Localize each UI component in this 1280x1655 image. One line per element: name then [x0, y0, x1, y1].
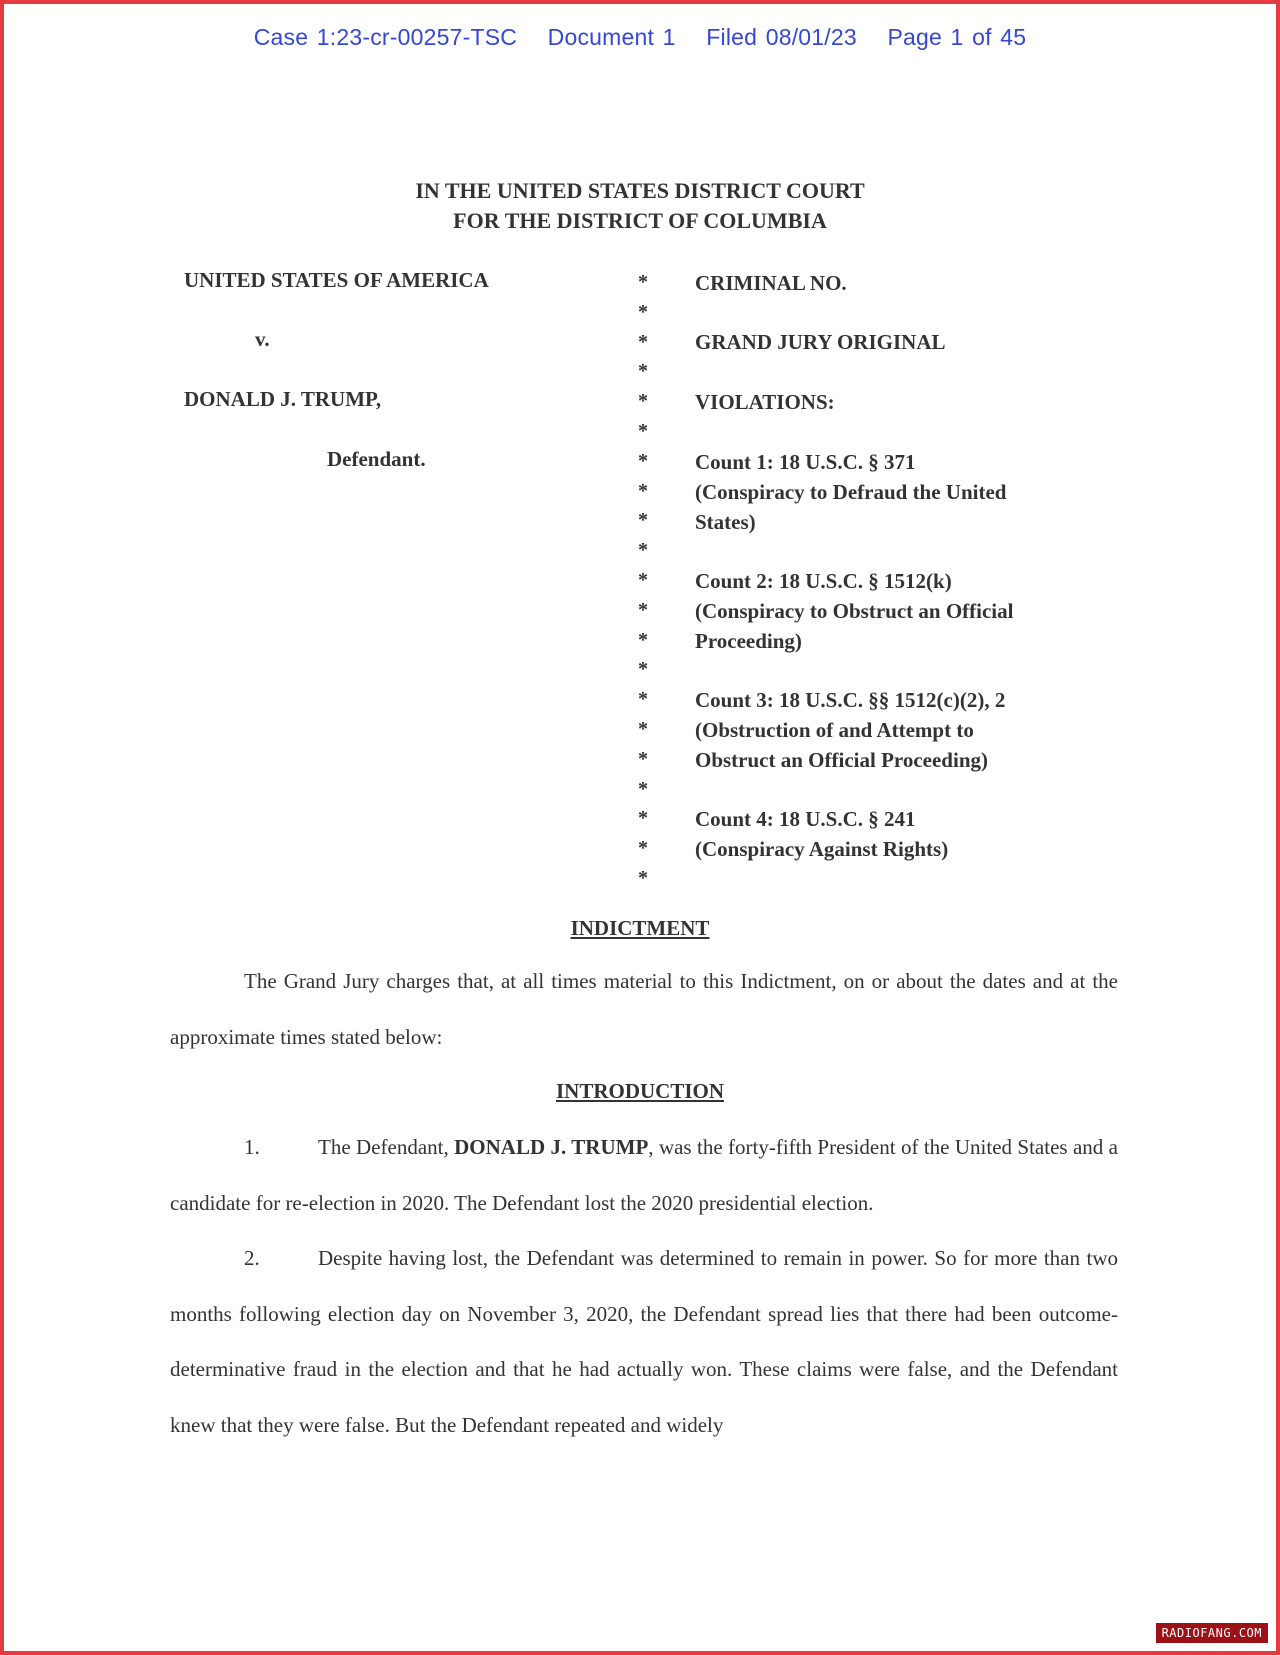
count-1-desc-line1: (Conspiracy to Defraud the United — [695, 480, 1007, 504]
criminal-no: CRIMINAL NO. — [695, 271, 847, 295]
court-line-1: IN THE UNITED STATES DISTRICT COURT — [415, 178, 865, 203]
indictment-intro-text: The Grand Jury charges that, at all times material to this Indictment, on or about the dates and at the approximate times stated below: — [170, 969, 1118, 1049]
page-count: Page 1 of 45 — [887, 24, 1027, 50]
paragraph-2-text: Despite having lost, the Defendant was determined to remain in power. So for more than two months following election day on November 3, 2020, the Defendant spread lies that there had been outcome-determinative fraud in the election and that he had actually won. These claims were false, and the Defendant knew that they were false. But the Defendant repeated and widely — [170, 1246, 1118, 1437]
defendant-name: DONALD J. TRUMP, — [184, 387, 382, 411]
grand-jury-original: GRAND JURY ORIGINAL — [695, 330, 946, 354]
plaintiff-name: UNITED STATES OF AMERICA — [184, 268, 489, 292]
count-2 — [695, 566, 1013, 656]
paragraph-1-post: , was the forty-fifth President of the United States and a candidate for re-election in 2020. The Defendant lost the 2020 presidential election. — [170, 1135, 1118, 1215]
paragraph-1-pre: The Defendant, — [318, 1135, 455, 1159]
indictment-heading: INDICTMENT — [570, 916, 710, 940]
violations-label: VIOLATIONS: — [695, 390, 835, 414]
indictment-intro-paragraph — [170, 954, 1118, 1065]
paragraph-2 — [170, 1231, 1118, 1453]
count-1 — [695, 447, 1006, 537]
defendant-role: Defendant. — [327, 447, 426, 471]
court-line-2: FOR THE DISTRICT OF COLUMBIA — [453, 208, 827, 233]
count-3-desc-line1: (Obstruction of and Attempt to — [695, 718, 974, 742]
count-4-desc-line1: (Conspiracy Against Rights) — [695, 837, 949, 861]
paragraph-1-number: 1. — [244, 1135, 260, 1159]
watermark-badge: RADIOFANG.COM — [1156, 1623, 1268, 1643]
count-4-statute: Count 4: 18 U.S.C. § 241 — [695, 807, 916, 831]
count-3 — [695, 685, 1005, 775]
caption-star-separator: * * * * * * * * * * * * * * * * * * * * * — [638, 271, 648, 889]
versus-label: v. — [255, 327, 270, 351]
count-4 — [695, 804, 948, 864]
court-title — [0, 176, 1280, 236]
count-2-desc-line1: (Conspiracy to Obstruct an Official — [695, 599, 1014, 623]
introduction-heading: INTRODUCTION — [555, 1079, 725, 1103]
count-1-desc-line2: States) — [695, 510, 756, 534]
count-3-desc-line2: Obstruct an Official Proceeding) — [695, 748, 988, 772]
document-number: Document 1 — [547, 24, 676, 50]
filing-stamp — [0, 24, 1280, 51]
case-number: Case 1:23-cr-00257-TSC — [253, 24, 518, 50]
paragraph-1 — [170, 1120, 1118, 1231]
paragraph-2-number: 2. — [244, 1246, 260, 1270]
count-2-statute: Count 2: 18 U.S.C. § 1512(k) — [695, 569, 952, 593]
count-2-desc-line2: Proceeding) — [695, 629, 802, 653]
count-1-statute: Count 1: 18 U.S.C. § 371 — [695, 450, 916, 474]
count-3-statute: Count 3: 18 U.S.C. §§ 1512(c)(2), 2 — [695, 688, 1006, 712]
paragraph-1-defendant: DONALD J. TRUMP — [454, 1135, 649, 1159]
filed-date: Filed 08/01/23 — [706, 24, 857, 50]
